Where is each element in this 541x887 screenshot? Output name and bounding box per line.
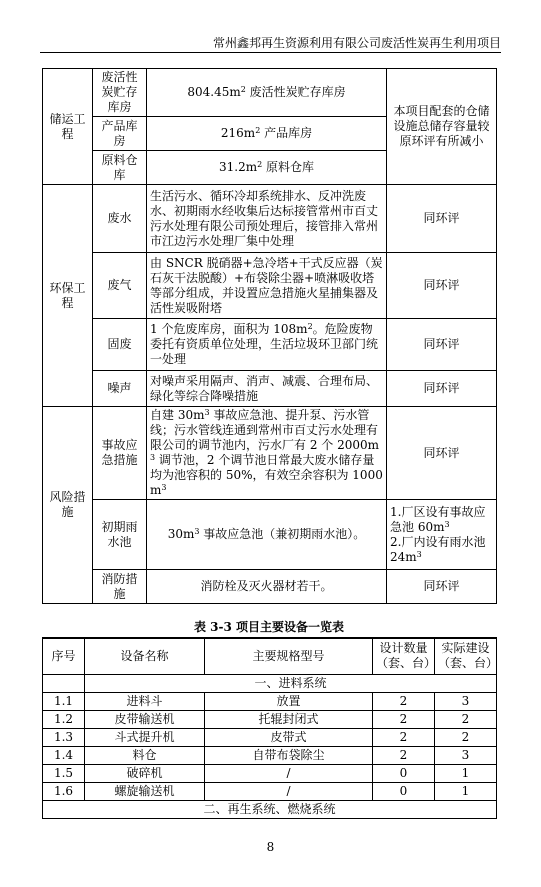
table-row — [43, 407, 497, 500]
row-design: 2 — [373, 710, 435, 728]
page-header — [40, 34, 501, 53]
row-design: 0 — [373, 764, 435, 782]
row-actual: 2 — [435, 728, 497, 746]
item-content: $216m^2$ 产品库房 — [147, 117, 387, 151]
header-name: 设备名称 — [85, 638, 205, 674]
row-name: 料仓 — [85, 746, 205, 764]
item-remark: 1.厂区设有事故应急池 $60m^3$ 2.厂内设有雨水池 $24m^3$ — [387, 500, 497, 570]
row-spec: 放置 — [205, 692, 373, 710]
header-actual: 实际建设（套、台） — [435, 638, 497, 674]
row-actual: 3 — [435, 746, 497, 764]
table-row — [43, 746, 497, 764]
item-content: 对噪声采用隔声、消声、减震、合理布局、绿化等综合降噪措施 — [147, 371, 387, 407]
item-name: 产品库房 — [93, 117, 147, 151]
table-row — [43, 371, 497, 407]
row-design: 2 — [373, 728, 435, 746]
row-name: 破碎机 — [85, 764, 205, 782]
equipment-table — [42, 637, 497, 819]
header-title: 常州鑫邦再生资源利用有限公司废活性炭再生利用项目 — [212, 36, 501, 50]
row-no: 1.1 — [43, 692, 85, 710]
row-design: 2 — [373, 692, 435, 710]
table-row — [43, 728, 497, 746]
item-content: $30m^3$ 事故应急池（兼初期雨水池）。 — [147, 500, 387, 570]
table-row — [43, 692, 497, 710]
header-design: 设计数量（套、台） — [373, 638, 435, 674]
table-row — [43, 185, 497, 253]
table-row — [43, 253, 497, 319]
section-row — [43, 800, 497, 818]
row-spec: / — [205, 764, 373, 782]
row-name: 斗式提升机 — [85, 728, 205, 746]
item-name: 原料仓库 — [93, 151, 147, 185]
item-name: 消防措施 — [93, 570, 147, 604]
item-content: 生活污水、循环冷却系统排水、反冲洗废水、初期雨水经收集后达标接管常州市百丈污水处理有限公司预处理后，接管排入常州市江边污水处理厂集中处理 — [147, 185, 387, 253]
category-env: 环保工程 — [43, 185, 93, 407]
table-row — [43, 500, 497, 570]
item-content: 消防栓及灭火器材若干。 — [147, 570, 387, 604]
row-actual: 2 — [435, 710, 497, 728]
table-row — [43, 764, 497, 782]
item-content: 自建 $30m^3$ 事故应急池、提升泵、污水管线；污水管线连通到常州市百丈污水处理有限公司的调节池内，污水厂有 2 个 $2000m^3$ 调节池，2 个调节池日常最大废水储存量均为池容积的 50%，有效空余容积为 $1000m^3$ — [147, 407, 387, 500]
row-no: 1.3 — [43, 728, 85, 746]
row-actual: 1 — [435, 764, 497, 782]
table-header-row — [43, 638, 497, 674]
header-spec: 主要规格型号 — [205, 638, 373, 674]
row-actual: 3 — [435, 692, 497, 710]
item-name: 废气 — [93, 253, 147, 319]
table-row — [43, 69, 497, 117]
item-content: $804.45m^2$ 废活性炭贮存库房 — [147, 69, 387, 117]
storage-remark: 本项目配套的仓储设施总储存容量较原环评有所减小 — [387, 69, 497, 185]
item-name: 固废 — [93, 319, 147, 371]
section-row — [43, 674, 497, 692]
table-caption: 表 3-3 项目主要设备一览表 — [193, 620, 345, 634]
table-row — [43, 570, 497, 604]
table-row — [43, 782, 497, 800]
table-row — [43, 710, 497, 728]
row-spec: 托辊封闭式 — [205, 710, 373, 728]
row-spec: 皮带式 — [205, 728, 373, 746]
item-remark: 同环评 — [387, 253, 497, 319]
header-no: 序号 — [43, 638, 85, 674]
row-no: 1.4 — [43, 746, 85, 764]
item-name: 事故应急措施 — [93, 407, 147, 500]
row-no: 1.5 — [43, 764, 85, 782]
item-name: 废活性炭贮存库房 — [93, 69, 147, 117]
item-name: 初期雨水池 — [93, 500, 147, 570]
table-row — [43, 319, 497, 371]
row-name: 进料斗 — [85, 692, 205, 710]
row-actual: 1 — [435, 782, 497, 800]
item-remark: 同环评 — [387, 570, 497, 604]
row-spec: / — [205, 782, 373, 800]
item-name: 噪声 — [93, 371, 147, 407]
row-design: 0 — [373, 782, 435, 800]
item-content: 由 SNCR 脱硝器+急冷塔+干式反应器（炭石灰干法脱酸）+布袋除尘器+喷淋吸收塔等部分组成，并设置应急措施火星捕集器及活性炭吸附塔 — [147, 253, 387, 319]
item-content: 1 个危废库房，面积为 $108m^2$。危险废物委托有资质单位处理，生活垃圾环卫部门统一处理 — [147, 319, 387, 371]
row-no: 1.6 — [43, 782, 85, 800]
row-name: 皮带输送机 — [85, 710, 205, 728]
row-name: 螺旋输送机 — [85, 782, 205, 800]
item-remark: 同环评 — [387, 185, 497, 253]
section-title: 一、进料系统 — [85, 674, 497, 692]
row-design: 2 — [373, 746, 435, 764]
item-remark: 同环评 — [387, 319, 497, 371]
item-remark: 同环评 — [387, 407, 497, 500]
section-title: 二、再生系统、燃烧系统 — [43, 800, 497, 818]
category-storage: 储运工程 — [43, 69, 93, 185]
row-no: 1.2 — [43, 710, 85, 728]
category-risk: 风险措施 — [43, 407, 93, 604]
page-number: 8 — [266, 840, 275, 854]
item-remark: 同环评 — [387, 371, 497, 407]
item-content: $31.2m^2$ 原料仓库 — [147, 151, 387, 185]
row-spec: 自带布袋除尘 — [205, 746, 373, 764]
project-composition-table — [42, 68, 497, 604]
item-name: 废水 — [93, 185, 147, 253]
